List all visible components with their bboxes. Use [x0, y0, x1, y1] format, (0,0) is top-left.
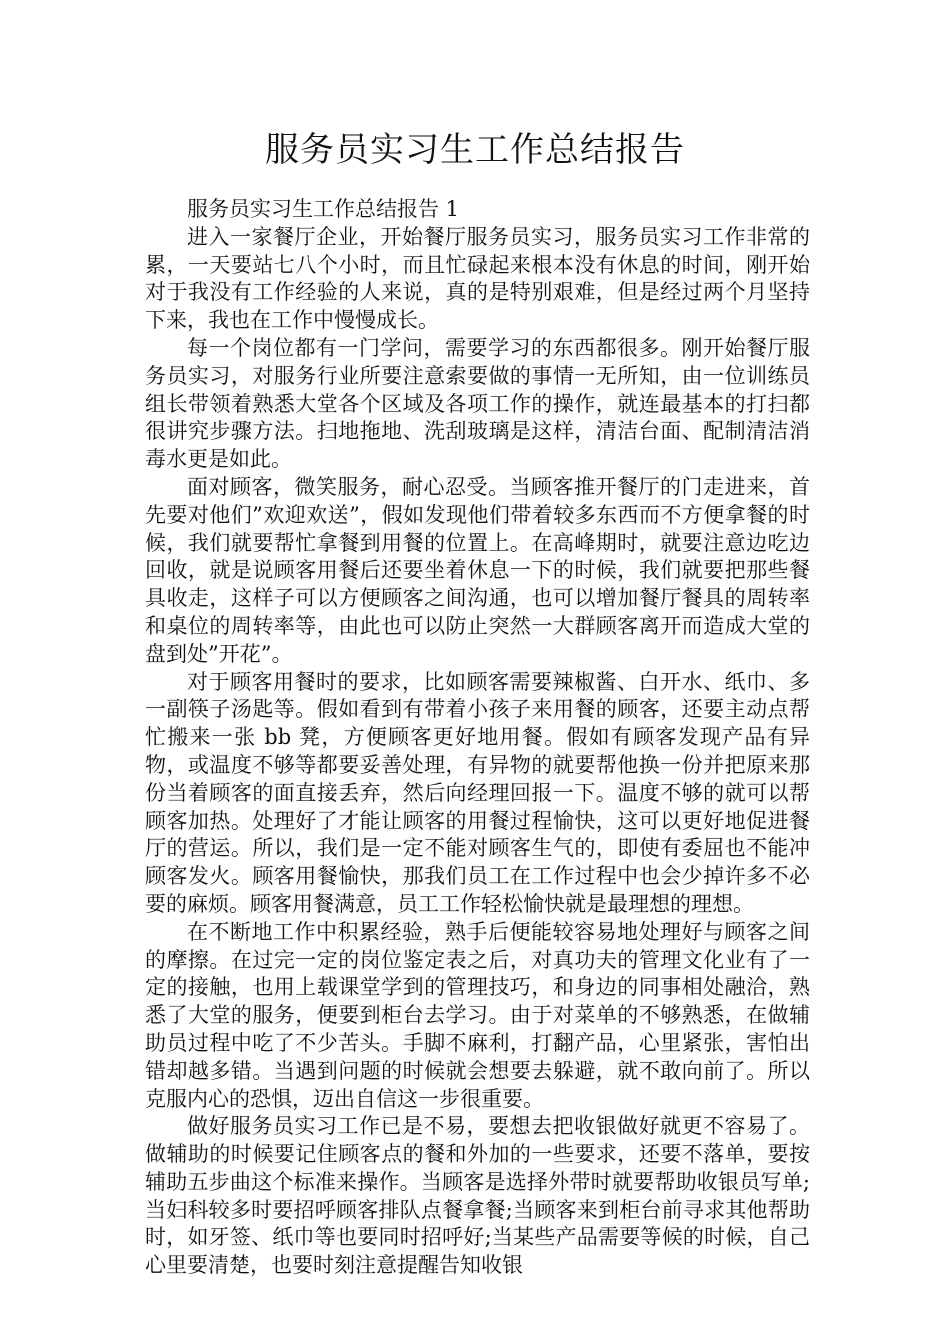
paragraph-4: 对于顾客用餐时的要求，比如顾客需要辣椒酱、白开水、纸巾、多一副筷子汤匙等。假如看到有带着小孩子来用餐的顾客，还要主动点帮忙搬来一张 bb 凳，方便顾客更好地用餐。假如有顾客发现产品有异物，或温度不够等都要妥善处理，有异物的就要帮他换一份并把原来那份当着顾客的面直接丢弃，然后向经理回报一下。温度不够的就可以帮顾客加热。处理好了才能让顾客的用餐过程愉快，这可以更好地促进餐厅的营运。所以，我们是一定不能对顾客生气的，即使有委屈也不能冲顾客发火。顾客用餐愉快，那我们员工在工作过程中也会少掉许多不必要的麻烦。顾客用餐满意，员工工作轻松愉快就是最理想的理想。	[145, 669, 810, 916]
section-heading: 服务员实习生工作总结报告 1	[187, 197, 460, 221]
paragraph-1: 进入一家餐厅企业，开始餐厅服务员实习，服务员实习工作非常的累，一天要站七八个小时，而且忙碌起来根本没有休息的时间，刚开始对于我没有工作经验的人来说，真的是特别艰难，但是经过两个月坚持下来，我也在工作中慢慢成长。	[145, 224, 810, 333]
paragraph-5: 在不断地工作中积累经验，熟手后便能较容易地处理好与顾客之间的摩擦。在过完一定的岗位鉴定表之后，对真功夫的管理文化业有了一定的接触，也用上载课堂学到的管理技巧，和身边的同事相处融洽，熟悉了大堂的服务，便要到柜台去学习。由于对菜单的不够熟悉，在做辅助员过程中吃了不少苦头。手脚不麻利，打翻产品，心里紧张，害怕出错却越多错。当遇到问题的时候就会想要去躲避，就不敢向前了。所以克服内心的恐惧，迈出自信这一步很重要。	[145, 919, 810, 1111]
document-title: 服务员实习生工作总结报告	[265, 130, 685, 170]
document-body	[145, 196, 810, 1280]
paragraph-2: 每一个岗位都有一门学问，需要学习的东西都很多。刚开始餐厅服务员实习，对服务行业所要注意索要做的事情一无所知，由一位训练员组长带领着熟悉大堂各个区域及各项工作的操作，就连最基本的打扫都很讲究步骤方法。扫地拖地、洗刮玻璃是这样，清洁台面、配制清洁消毒水更是如此。	[145, 335, 810, 472]
paragraph-6: 做好服务员实习工作已是不易，要想去把收银做好就更不容易了。做辅助的时候要记住顾客点的餐和外加的一些要求，还要不落单，要按辅助五步曲这个标准来操作。当顾客是选择外带时就要帮助收银员写单;当妇科较多时要招呼顾客排队点餐拿餐;当顾客来到柜台前寻求其他帮助时，如牙签、纸巾等也要同时招呼好;当某些产品需要等候的时候，自己心里要清楚，也要时刻注意提醒告知收银	[145, 1114, 810, 1278]
paragraph-3: 面对顾客，微笑服务，耐心忍受。当顾客推开餐厅的门走进来，首先要对他们”欢迎欢送”，假如发现他们带着较多东西而不方便拿餐的时候，我们就要帮忙拿餐到用餐的位置上。在高峰期时，就要注意边吃边回收，就是说顾客用餐后还要坐着休息一下的时候，我们就要把那些餐具收走，这样子可以方便顾客之间沟通，也可以增加餐厅餐具的周转率和桌位的周转率等，由此也可以防止突然一大群顾客离开而造成大堂的盘到处”开花”。	[145, 474, 810, 666]
